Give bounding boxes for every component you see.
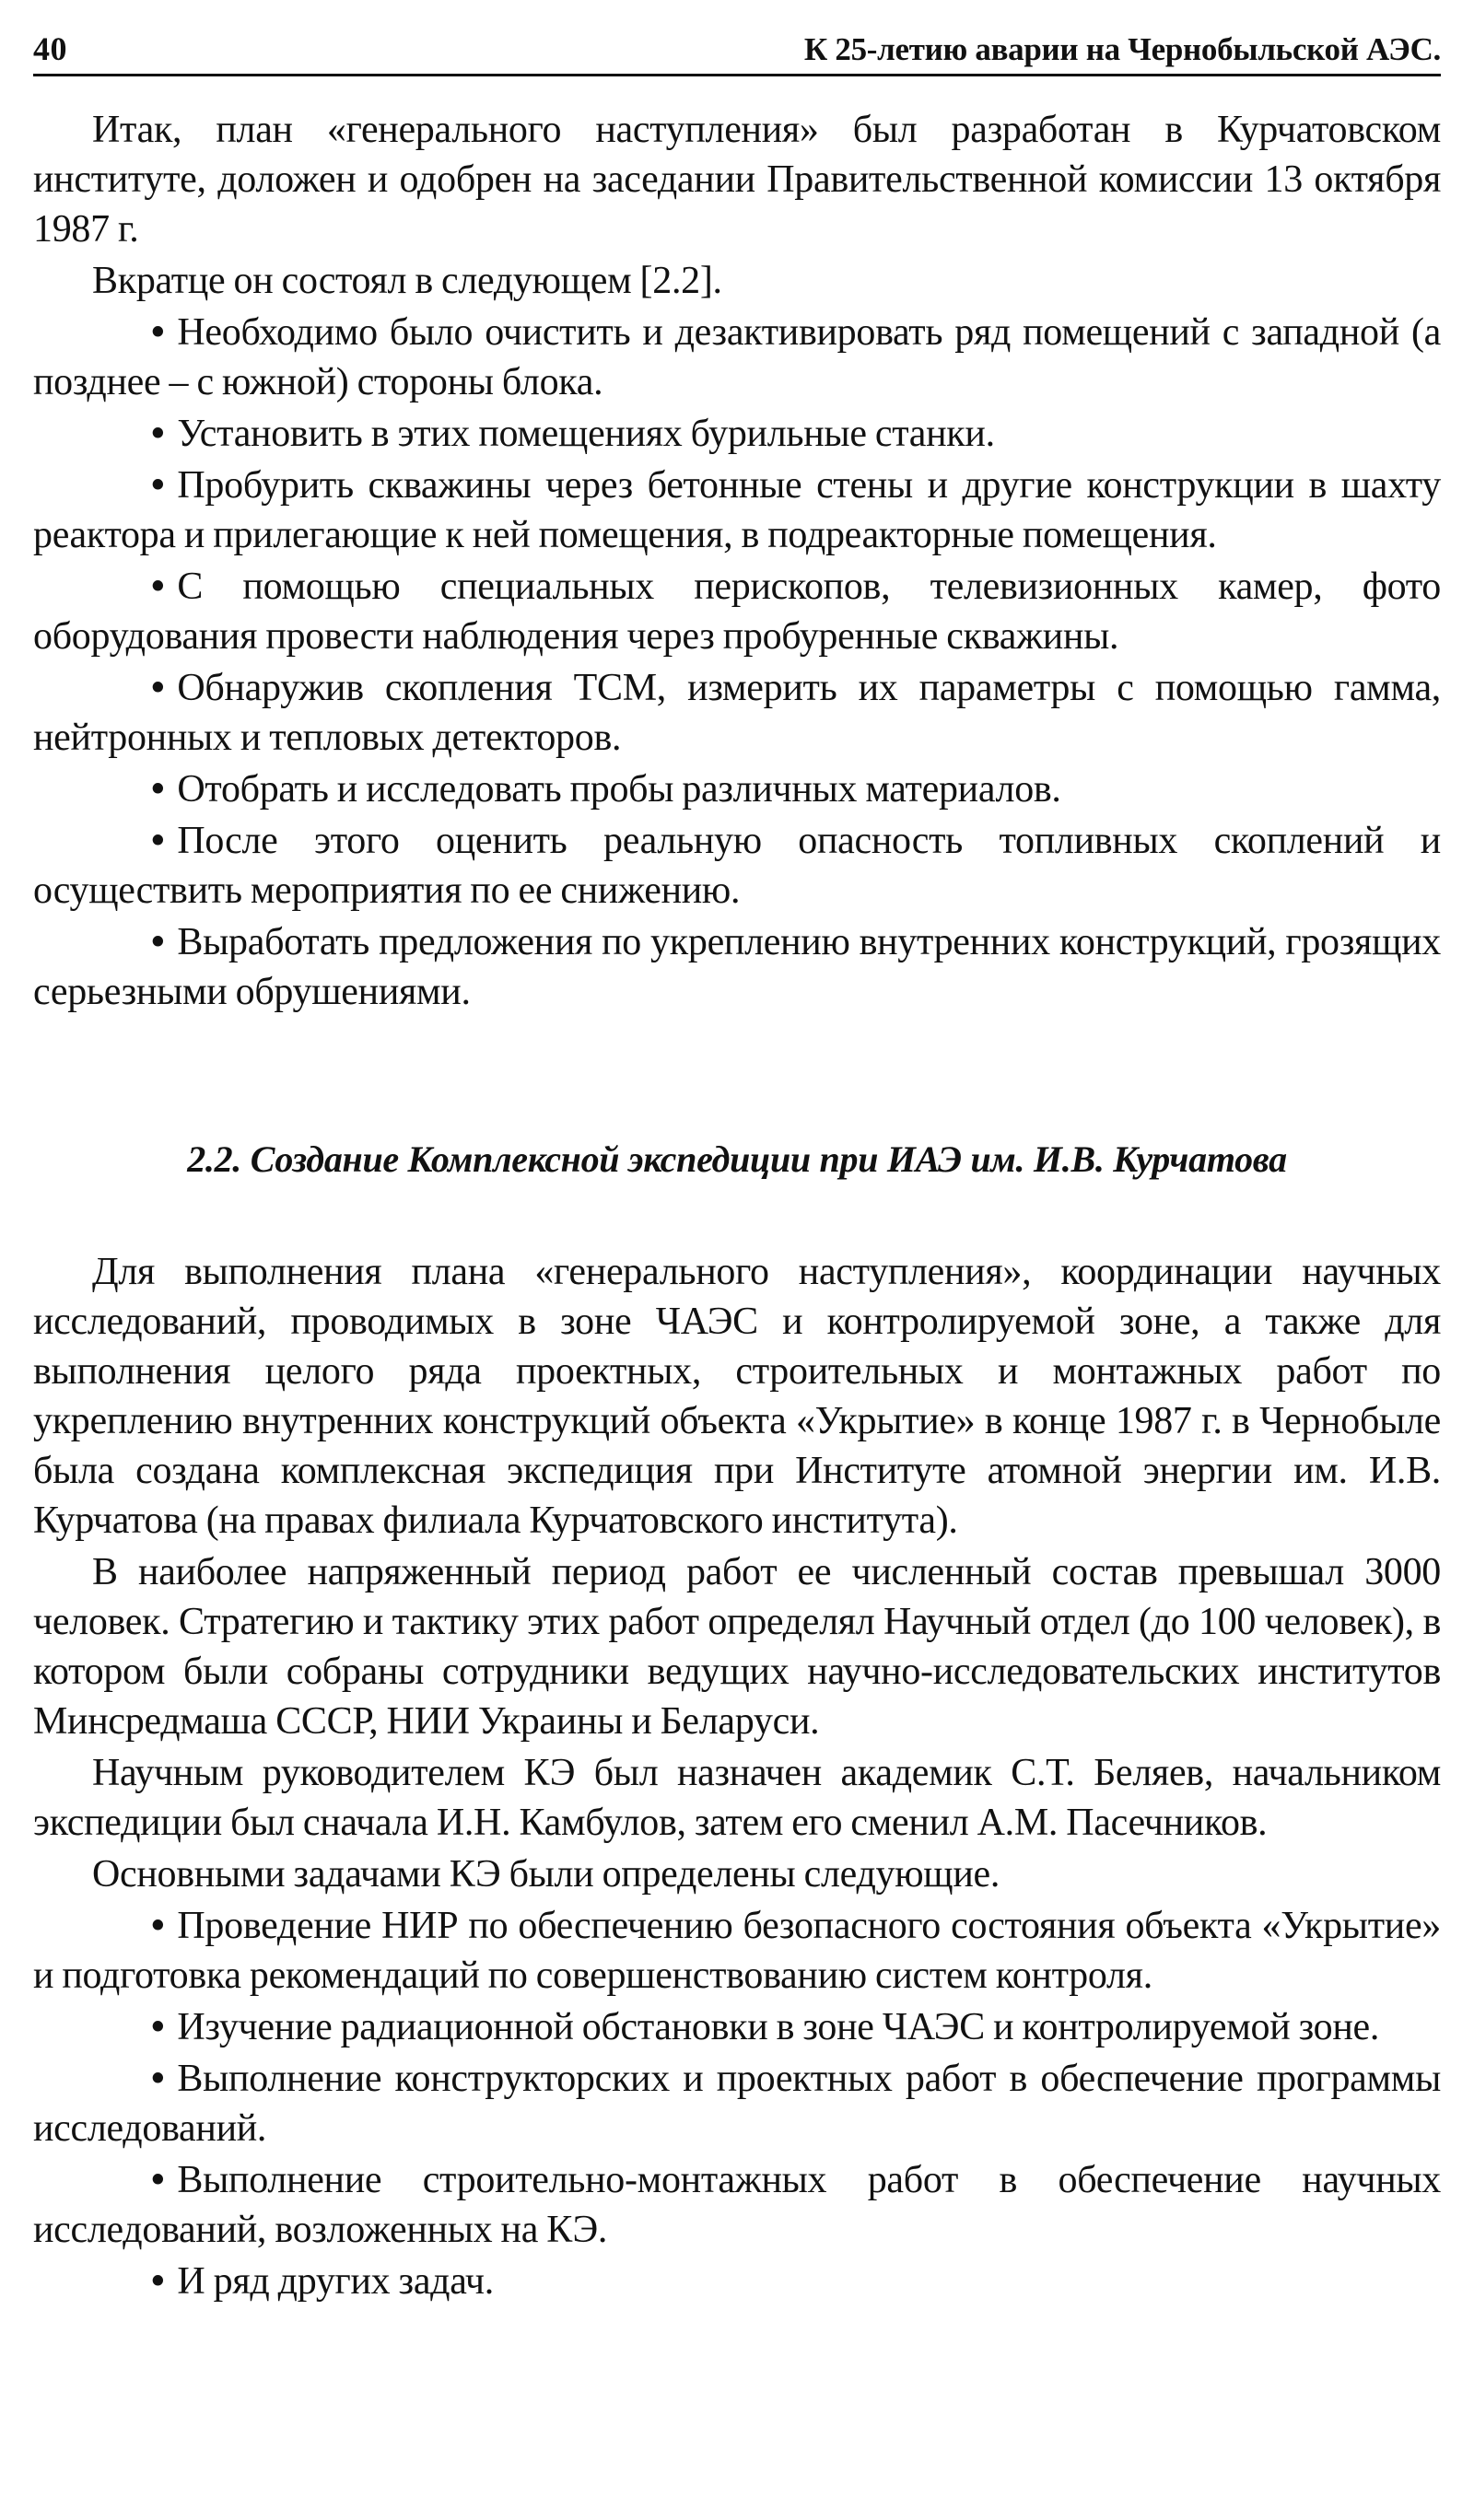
list-item — [33, 409, 1441, 459]
list-item-text: Выполнение конструкторских и проектных работ в обеспечение программы исследований. — [33, 2058, 1441, 2150]
bullet-icon: • — [151, 2006, 165, 2048]
document-page — [33, 0, 1441, 2520]
list-item-text: И ряд других задач. — [177, 2260, 494, 2303]
paragraph: Для выполнения плана «генерального наступления», координации научных исследований, проводимых в зоне ЧАЭС и контролируемой зоне, а также для выполнения целого ряда проектных, строительных и монтажных работ по укреплению внутренних конструкций объекта «Укрытие» в конце 1987 г. в Чернобыле была создана комплексная экспедиция при Институте атомной энергии им. И.В. Курчатова (на правах филиала Курчатовского института). — [33, 1251, 1441, 1542]
list-item — [33, 2054, 1441, 2153]
paragraph: Вкратце он состоял в следующем [2.2]. — [92, 260, 722, 302]
list-item — [33, 917, 1441, 1017]
list-item — [33, 562, 1441, 661]
paragraph: Основными задачами КЭ были определены следующие. — [92, 1853, 1000, 1896]
bullet-icon: • — [151, 311, 165, 354]
list-item-text: Обнаружив скопления ТСМ, измерить их параметры с помощью гамма, нейтронных и тепловых детекторов. — [33, 667, 1441, 759]
list-item — [33, 816, 1441, 916]
list-item-text: С помощью специальных перископов, телевизионных камер, фото оборудования провести наблюдения через пробуренные скважины. — [33, 566, 1441, 658]
list-item-text: Проведение НИР по обеспечению безопасного состояния объекта «Укрытие» и подготовка рекомендаций по совершенствованию систем контроля. — [33, 1905, 1441, 1997]
bullet-icon: • — [151, 768, 165, 811]
paragraph: Научным руководителем КЭ был назначен академик С.Т. Беляев, начальником экспедиции был сначала И.Н. Камбулов, затем его сменил А.М. Пасечников. — [33, 1752, 1441, 1844]
list-item-text: Выработать предложения по укреплению внутренних конструкций, грозящих серьезными обрушениями. — [33, 921, 1441, 1013]
bullet-icon: • — [151, 667, 165, 709]
list-item — [33, 461, 1441, 560]
bullet-icon: • — [151, 566, 165, 608]
paragraph: Итак, план «генерального наступления» был разработан в Курчатовском институте, доложен и одобрен на заседании Правительственной комиссии 13 октября 1987 г. — [33, 109, 1441, 251]
paragraph: В наиболее напряженный период работ ее численный состав превышал 3000 человек. Стратегию и тактику этих работ определял Научный отдел (до 100 человек), в котором были собраны сотрудники ведущих научно-исследовательских институтов Минсредмаша СССР, НИИ Украины и Беларуси. — [33, 1551, 1441, 1743]
bullet-icon: • — [151, 2159, 165, 2201]
list-item-text: После этого оценить реальную опасность топливных скоплений и осуществить мероприятия по ее снижению. — [33, 820, 1441, 912]
list-item — [33, 2155, 1441, 2255]
list-item — [33, 308, 1441, 407]
bullet-icon: • — [151, 464, 165, 507]
page-header — [33, 26, 1441, 76]
bullet-icon: • — [151, 2260, 165, 2303]
running-title: К 25-летию аварии на Чернобыльской АЭС. — [803, 31, 1441, 67]
list-item-text: Отобрать и исследовать пробы различных материалов. — [177, 768, 1061, 811]
bullet-icon: • — [151, 413, 165, 455]
bottom-text-block — [33, 1247, 1441, 2308]
top-text-block — [33, 105, 1441, 1019]
list-item-text: Пробурить скважины через бетонные стены и другие конструкции в шахту реактора и прилегающие к ней помещения, в подреакторные помещения. — [33, 464, 1441, 556]
section-heading: 2.2. Создание Комплексной экспедиции при ИАЭ им. И.В. Курчатова — [187, 1138, 1287, 1180]
list-item-text: Выполнение строительно-монтажных работ в обеспечение научных исследований, возложенных на КЭ. — [33, 2159, 1441, 2251]
bullet-icon: • — [151, 921, 165, 963]
list-item-text: Изучение радиационной обстановки в зоне ЧАЭС и контролируемой зоне. — [177, 2006, 1380, 2048]
list-item — [33, 1901, 1441, 2001]
list-item — [33, 663, 1441, 763]
list-item — [33, 764, 1441, 814]
list-item-text: Установить в этих помещениях бурильные станки. — [177, 413, 995, 455]
list-item — [33, 2002, 1441, 2052]
page-number: 40 — [33, 30, 67, 67]
list-item — [33, 2257, 1441, 2306]
bullet-icon: • — [151, 2058, 165, 2100]
bullet-icon: • — [151, 1905, 165, 1947]
bullet-icon: • — [151, 820, 165, 862]
list-item-text: Необходимо было очистить и дезактивировать ряд помещений с западной (а позднее – с южной) стороны блока. — [33, 311, 1441, 403]
